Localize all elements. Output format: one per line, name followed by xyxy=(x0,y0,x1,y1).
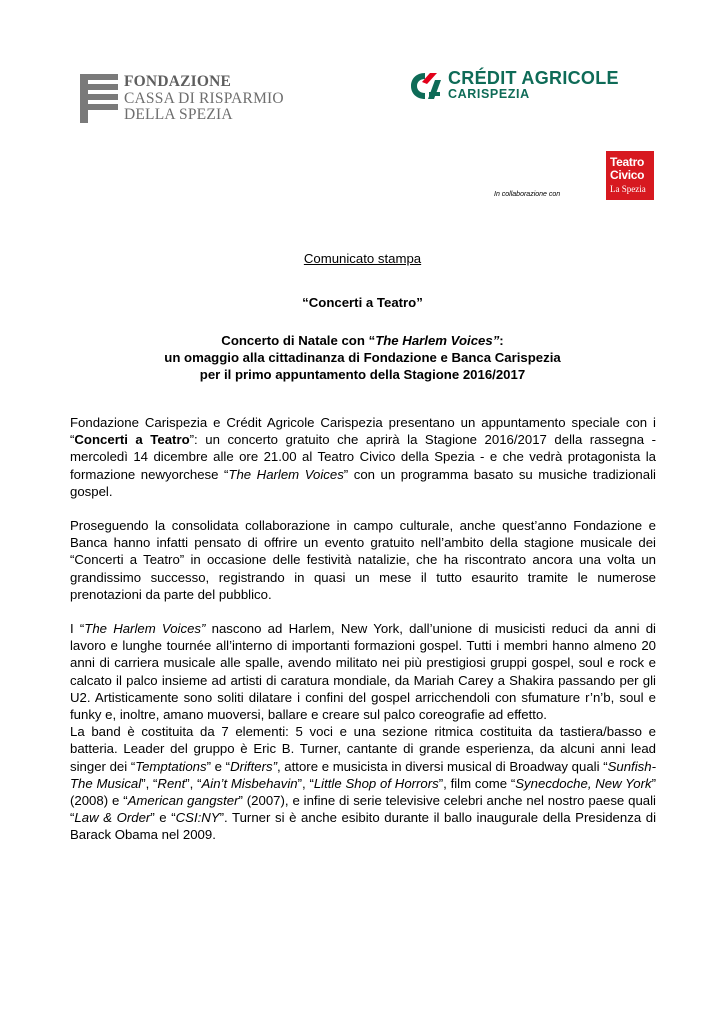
subtitle-line3: per il primo appuntamento della Stagione 2016/2017 xyxy=(199,367,526,382)
paragraph-1 xyxy=(70,414,656,500)
p4-text-j: Ain’t Misbehavin xyxy=(201,775,298,791)
subtitle-line1 xyxy=(60,332,665,349)
paragraph-4 xyxy=(70,723,656,843)
subtitle-line2: un omaggio alla cittadinanza di Fondazione e Banca Carispezia xyxy=(164,350,561,365)
p4-text-e: , attore e musicista in diversi musical di Broadway quali “ xyxy=(276,758,608,774)
p1-text-e: ” con un programma basato su musiche tradizionali gospel. xyxy=(70,466,656,499)
teatro-logo-line3: La Spezia xyxy=(610,184,646,194)
p1-text-b: Concerti a Teatro xyxy=(74,432,190,448)
p3-text-a: I “ xyxy=(70,621,85,637)
p1-text-a: Fondazione Carispezia e Crédit Agricole Carispezia presentano un appuntamento speciale con i “ xyxy=(70,415,656,448)
teatro-logo-line2: Civico xyxy=(610,168,645,182)
p4-text-i: ”, “ xyxy=(185,775,202,791)
p4-text-d: Drifters” xyxy=(230,758,277,774)
p3-text-b: The Harlem Voices” xyxy=(84,621,206,637)
collaborazione-label: In collaborazione con xyxy=(494,191,561,198)
paragraph-2: Proseguendo la consolidata collaborazione in campo culturale, anche quest’anno Fondazione e Banca hanno infatti pensato di offrire un evento gratuito nell’ambito della stagione musicale dei “Concerti a Teatro” in occasione delle festività natalizie, che ha riscontrato ancora una volta un grandissimo successo, registrando in quasi un mese il tutto esaurito tramite le numerose prenotazioni da parte del pubblico. xyxy=(70,518,656,602)
document-title: “Concerti a Teatro” xyxy=(302,295,423,310)
comunicato-heading: Comunicato stampa xyxy=(303,251,422,266)
p1-text-d: The Harlem Voices xyxy=(228,466,344,482)
teatro-logo-line1: Teatro xyxy=(610,155,644,169)
credit-agricole-line1: CRÉDIT AGRICOLE xyxy=(448,68,619,88)
fondazione-logo-line1: FONDAZIONE xyxy=(124,73,232,90)
p4-text-s: ” e “ xyxy=(150,810,176,826)
p4-text-f: Sunfish-The Musical xyxy=(70,758,656,791)
credit-agricole-line2: CARISPEZIA xyxy=(448,87,530,101)
p4-text-l: Little Shop of Horrors xyxy=(313,775,439,791)
press-release-body xyxy=(70,414,656,844)
paragraph-3 xyxy=(70,620,656,723)
subtitle-line1-colon: : xyxy=(499,333,504,348)
p4-text-u: ”. Turner si è anche esibito durante il ballo inaugurale della Presidenza di Barack Obama nel 2009. xyxy=(70,810,657,843)
p4-text-t: CSI:NY xyxy=(175,810,220,826)
p4-text-q: ” (2007), e infine di serie televisive celebri anche nel nostro paese quali “ xyxy=(70,793,656,826)
fondazione-logo-line2: CASSA DI RISPARMIO xyxy=(124,89,284,107)
subtitle-band-name: The Harlem Voices” xyxy=(375,333,500,348)
p4-text-k: ”, “ xyxy=(297,775,314,791)
subtitle-line1-text: Concerto di Natale con “ xyxy=(221,333,376,348)
document-subtitle xyxy=(60,332,665,383)
p4-text-c: ” e “ xyxy=(206,758,231,774)
p3-text-c: nascono ad Harlem, New York, dall’unione di musicisti reduci da anni di lavoro e lunghe tournée all’interno di importanti formazioni gospel. Tutti i membri hanno almeno 20 anni di carriera musicale alle spalle, avendo militato nei più prestigiosi gruppi gospel, soul e rock e calcato il palco insieme ad artisti di caratura mondiale, da Mariah Carey a Shakira passando per gli U2. Artisticamente sono soliti dilatare i confini del gospel arricchendoli con sfumature r’n’b, soul e funky e, inoltre, amano muoversi, ballare e creare sul palco coreografie ad effetto. xyxy=(70,621,656,723)
fondazione-logo-line3: DELLA SPEZIA xyxy=(124,106,233,123)
p4-text-o: ” (2008) e “ xyxy=(70,775,656,809)
p4-text-a: La band è costituita da 7 elementi: 5 voci e una sezione ritmica costituita da tastiera/basso e batteria. Leader del gruppo è Eric B. Turner, cantante di grande esperienza, da alcuni anni lead singer dei “ xyxy=(70,724,656,774)
fondazione-logo xyxy=(80,74,295,124)
fondazione-logo-mark xyxy=(80,74,118,123)
credit-agricole-emblem-icon xyxy=(408,70,444,102)
p4-text-b: Temptations xyxy=(135,758,207,774)
p4-text-h: Rent xyxy=(157,775,186,791)
p4-text-p: American gangster xyxy=(127,793,239,809)
p4-text-g: ”, “ xyxy=(141,775,158,791)
p4-text-r: Law & Order xyxy=(74,810,151,826)
p1-text-c: ”: un concerto gratuito che aprirà la Stagione 2016/2017 della rassegna - mercoledì 14 dicembre alle ore 21.00 al Teatro Civico della Spezia - e che vedrà protagonista la formazione newyorchese “ xyxy=(70,432,656,482)
p4-text-n: Synecdoche, New York xyxy=(515,775,652,791)
fondazione-logo-text xyxy=(124,74,284,124)
credit-agricole-logo xyxy=(408,68,638,104)
p4-text-m: ”, film come “ xyxy=(438,775,516,791)
credit-agricole-logo-text xyxy=(448,68,619,101)
teatro-civico-logo xyxy=(606,151,654,200)
